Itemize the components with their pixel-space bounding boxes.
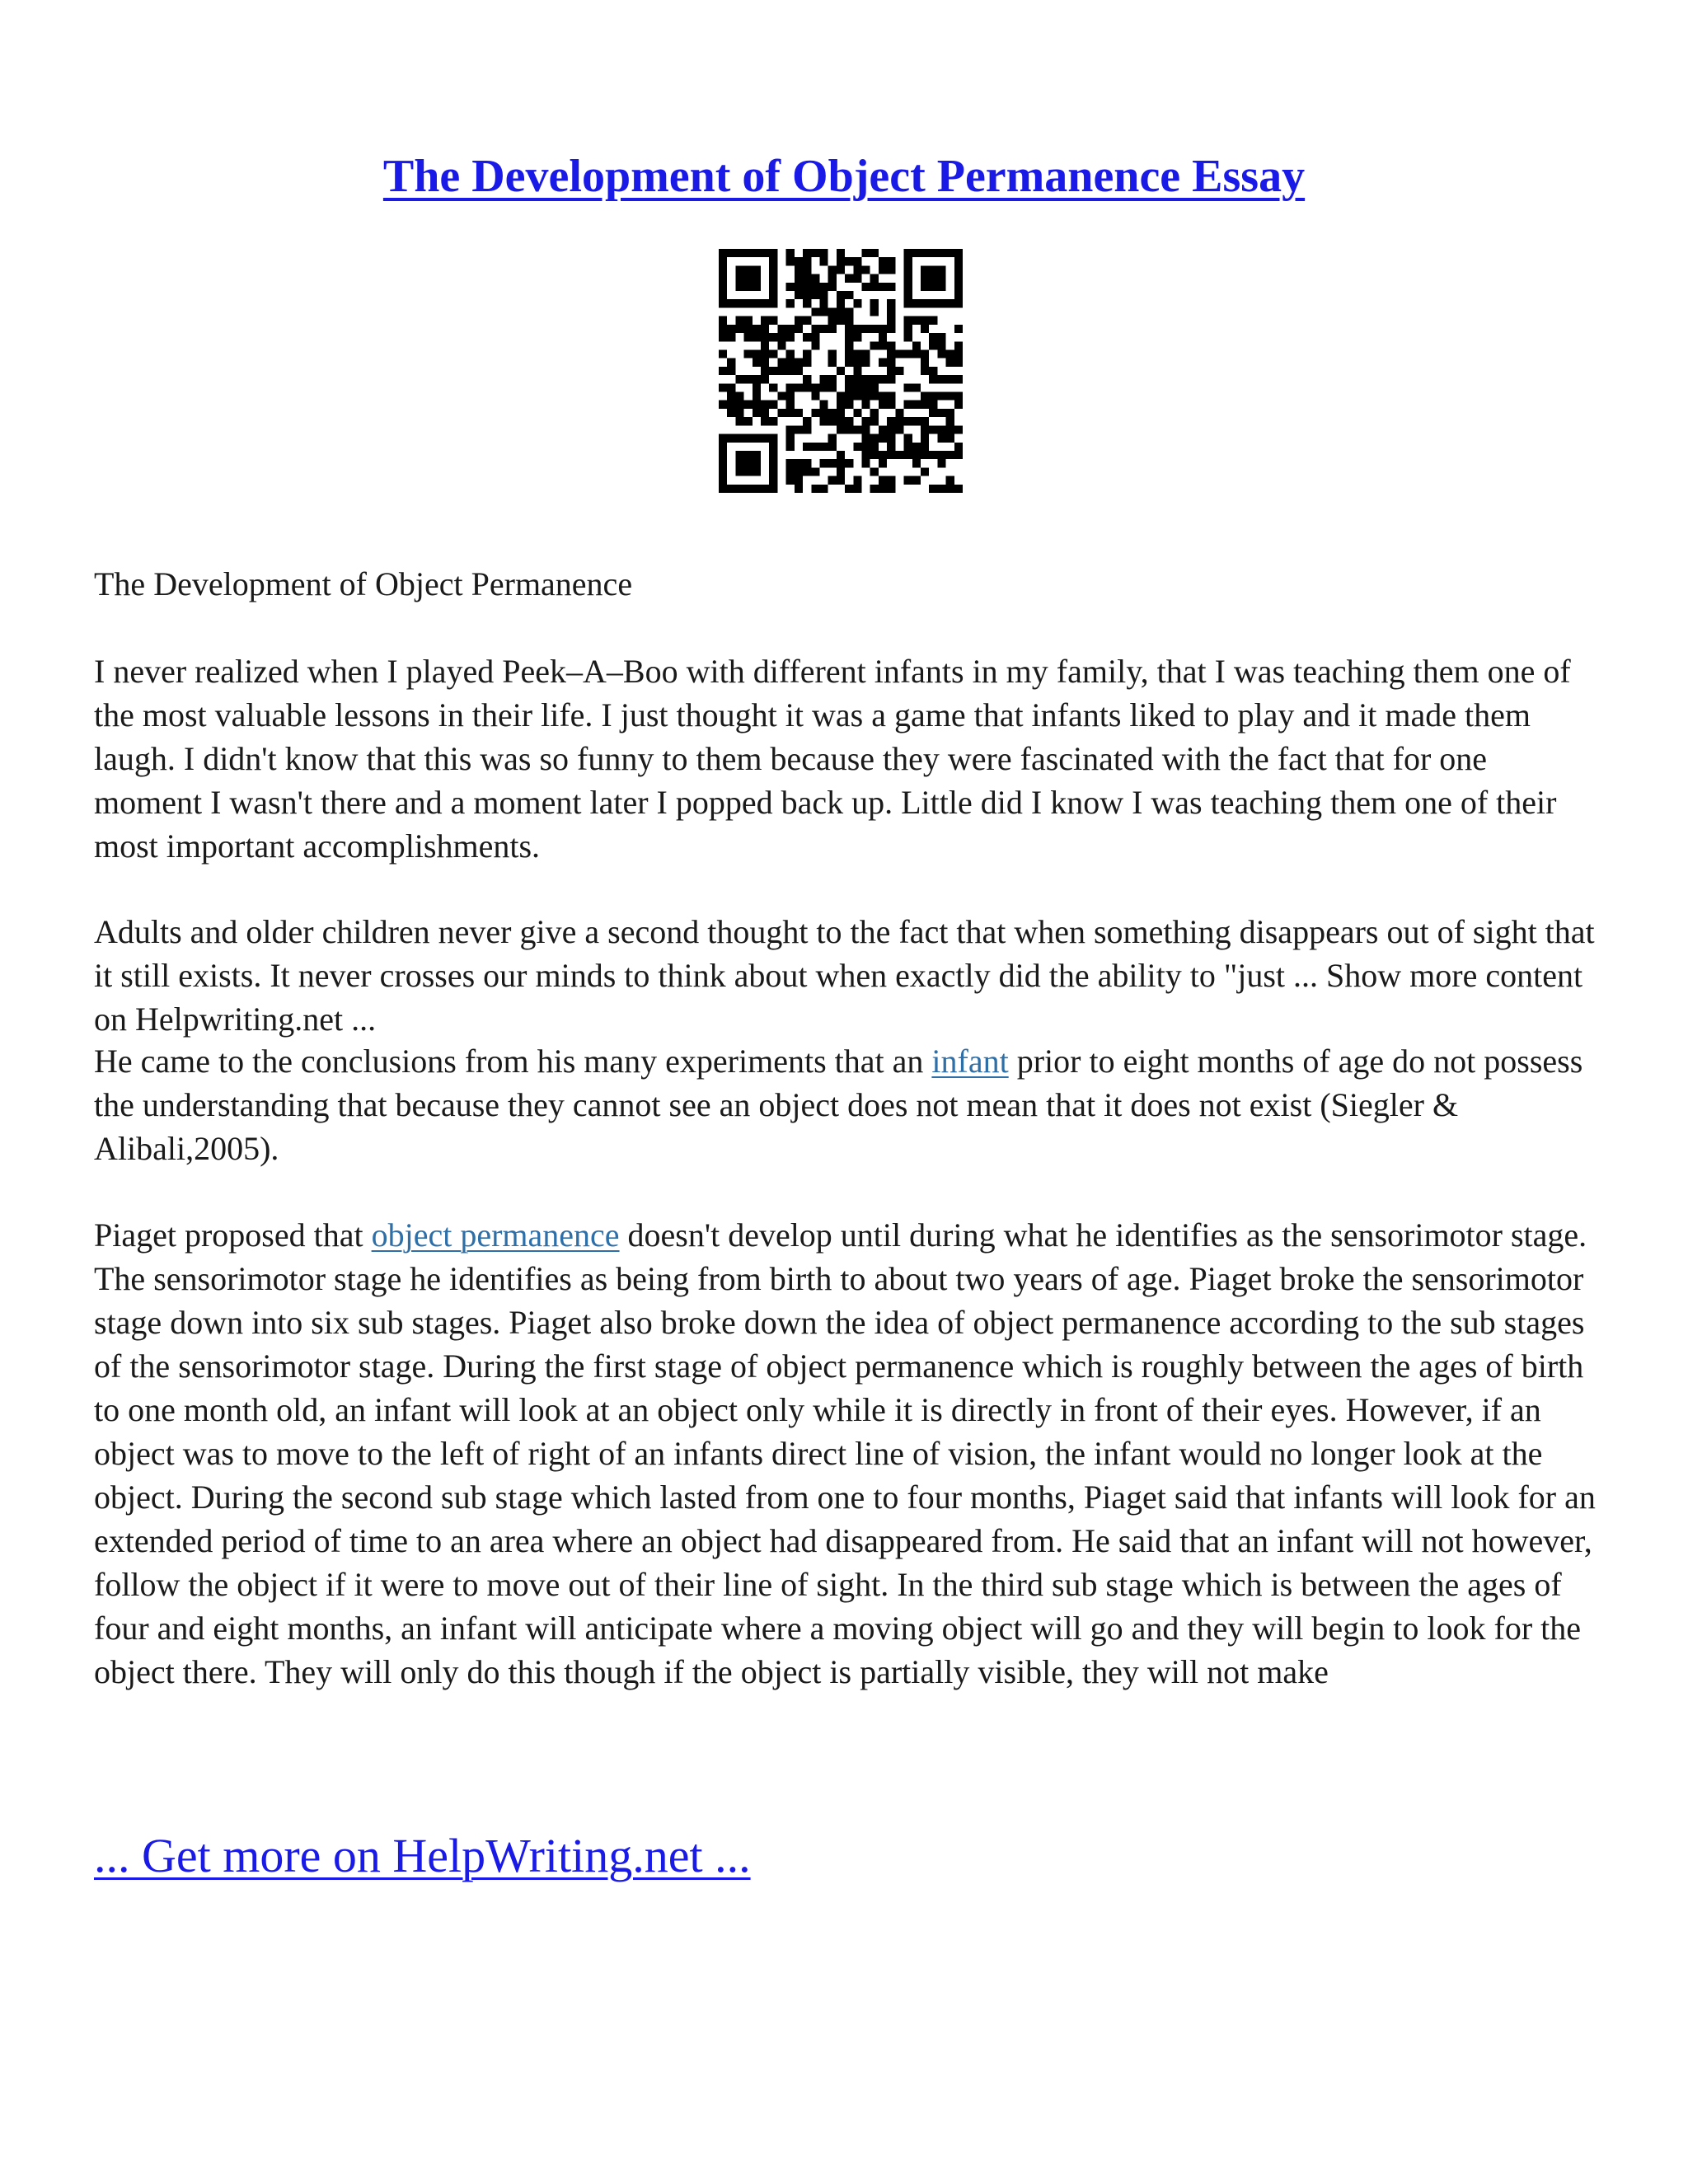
paragraph-3 xyxy=(94,1039,1602,1170)
paragraph-4-text xyxy=(94,1213,1602,1694)
paragraph-4 xyxy=(94,1213,1602,1694)
essay-subtitle xyxy=(94,562,1602,606)
paragraph-3-after: prior to eight months of age do not possess the understanding that because they cannot see an object does not mean that it does not exist (Siegler & Alibali,2005). xyxy=(94,1043,1583,1167)
object-permanence-link[interactable]: object permanence xyxy=(371,1216,620,1254)
paragraph-2-text: Adults and older children never give a second thought to the fact that when something disappears out of sight that it still exists. It never crosses our minds to think about when exactly did the ability to "just ... Show more content on Helpwriting.net ... xyxy=(94,913,1595,1038)
subtitle-text: The Development of Object Permanence xyxy=(94,565,633,602)
infant-link[interactable]: infant xyxy=(931,1043,1009,1080)
paragraph-1-text: I never realized when I played Peek–A–Boo with different infants in my family, that I was teaching them one of the most valuable lessons in their life. I just thought it was a game that infants liked to play and it made them laugh. I didn't know that this was so funny to them because they were fascinated with the fact that for one moment I wasn't there and a moment later I popped back up. Little did I know I was teaching them one of their most important accomplishments. xyxy=(94,653,1571,865)
page-title xyxy=(0,147,1688,206)
paragraph-3-before: He came to the conclusions from his many experiments that an xyxy=(94,1043,932,1080)
paragraph-4-after: doesn't develop until during what he identifies as the sensorimotor stage. The sensorimotor stage he identifies as being from birth to about two years of age. Piaget broke the sensorimotor stage down into six sub stages. Piaget also broke down the idea of object permanence according to the sub stages of the sensorimotor stage. During the first stage of object permanence which is roughly between the ages of birth to one month old, an infant will look at an object only while it is directly in front of their eyes. However, if an object was to move to the left of right of an infants direct line of vision, the infant would no longer look at the object. During the second sub stage which lasted from one to four months, Piaget said that infants will look for an extended period of time to an area where an object had disappeared from. He said that an infant will not however, follow the object if it were to move out of their line of sight. In the third sub stage which is between the ages of four and eight months, an infant will anticipate where a moving object will go and they will begin to look for the object there. They will only do this though if the object is partially visible, they will not make xyxy=(94,1216,1596,1690)
get-more-link[interactable]: ... Get more on HelpWriting.net ... xyxy=(94,1829,751,1882)
title-link[interactable]: The Development of Object Permanence Essay xyxy=(382,150,1306,202)
qr-code-icon xyxy=(719,249,963,493)
paragraph-4-before: Piaget proposed that xyxy=(94,1216,372,1254)
paragraph-1 xyxy=(94,649,1602,868)
paragraph-3-text xyxy=(94,1039,1602,1170)
paragraph-2 xyxy=(94,910,1602,1041)
